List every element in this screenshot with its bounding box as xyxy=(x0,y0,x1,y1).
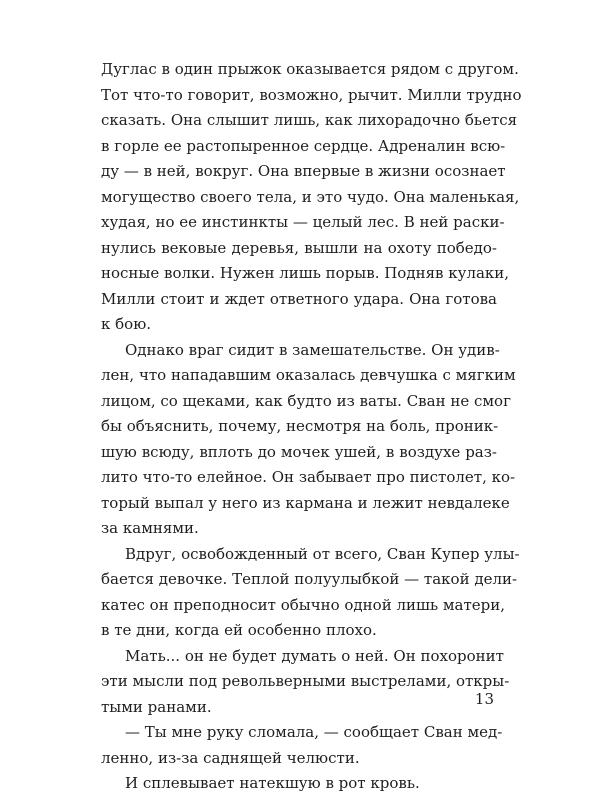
text-line: нулись вековые деревья, вышли на охоту победо- xyxy=(101,238,497,257)
paragraph xyxy=(101,720,503,771)
text-line: худая, но ее инстинкты — целый лес. В ней раски- xyxy=(101,213,505,231)
paragraph xyxy=(101,644,510,721)
text-line: могущество своего тела, и это чудо. Она маленькая, xyxy=(101,187,520,206)
text-line: тыми ранами. xyxy=(101,697,212,716)
text-line: лицом, со щеками, как будто из ваты. Сван не смог xyxy=(101,391,511,410)
text-line: Милли стоит и ждет ответного удара. Она готова xyxy=(101,289,497,308)
text-line: ду — в ней, вокруг. Она впервые в жизни осознает xyxy=(101,162,506,180)
text-line: лен, что нападавшим оказалась девчушка с мягким xyxy=(101,366,516,384)
paragraph xyxy=(101,771,497,797)
text-line: Однако враг сидит в замешательстве. Он удив- xyxy=(125,340,500,359)
text-line: к бою. xyxy=(101,315,152,333)
text-line: Мать... он не будет думать о ней. Он похоронит xyxy=(125,646,504,665)
text-line: за камнями. xyxy=(101,519,199,537)
text-line: шую всюду, вплоть до мочек ушей, в воздухе раз- xyxy=(101,442,497,461)
text-line: бается девочке. Теплой полуулыбкой — такой дели- xyxy=(101,570,518,588)
text-line: Дуглас в один прыжок оказывается рядом с другом. xyxy=(101,60,519,78)
text-line: сказать. Она слышит лишь, как лихорадочно бьется xyxy=(101,111,518,129)
text-line: И сплевывает натекшую в рот кровь. xyxy=(125,774,420,792)
text-line: Вдруг, освобожденный от всего, Сван Купер улы- xyxy=(125,544,520,563)
text-line: торый выпал у него из кармана и лежит невдалеке xyxy=(101,493,510,512)
page-number: 13 xyxy=(474,690,494,708)
paragraph xyxy=(101,338,516,542)
text-line: катес он преподносит обычно одной лишь матери, xyxy=(101,595,506,614)
text-line: эти мысли под револьверными выстрелами, откры- xyxy=(101,672,510,690)
body-text xyxy=(101,57,522,797)
text-line: носные волки. Нужен лишь порыв. Подняв кулаки, xyxy=(101,264,510,282)
text-line: лито что-то елейное. Он забывает про пистолет, ко- xyxy=(101,468,516,486)
text-line: бы объяснить, почему, несмотря на боль, проник- xyxy=(101,417,499,435)
paragraph xyxy=(101,57,522,338)
text-line: Тот что-то говорит, возможно, рычит. Милли трудно xyxy=(101,85,522,104)
text-line: — Ты мне руку сломала, — сообщает Сван мед- xyxy=(125,723,503,741)
paragraph xyxy=(101,542,520,644)
text-line: в те дни, когда ей особенно плохо. xyxy=(101,621,377,639)
text-line: ленно, из-за саднящей челюсти. xyxy=(101,748,360,767)
text-line: в горле ее растопыренное сердце. Адреналин всю- xyxy=(101,136,506,155)
